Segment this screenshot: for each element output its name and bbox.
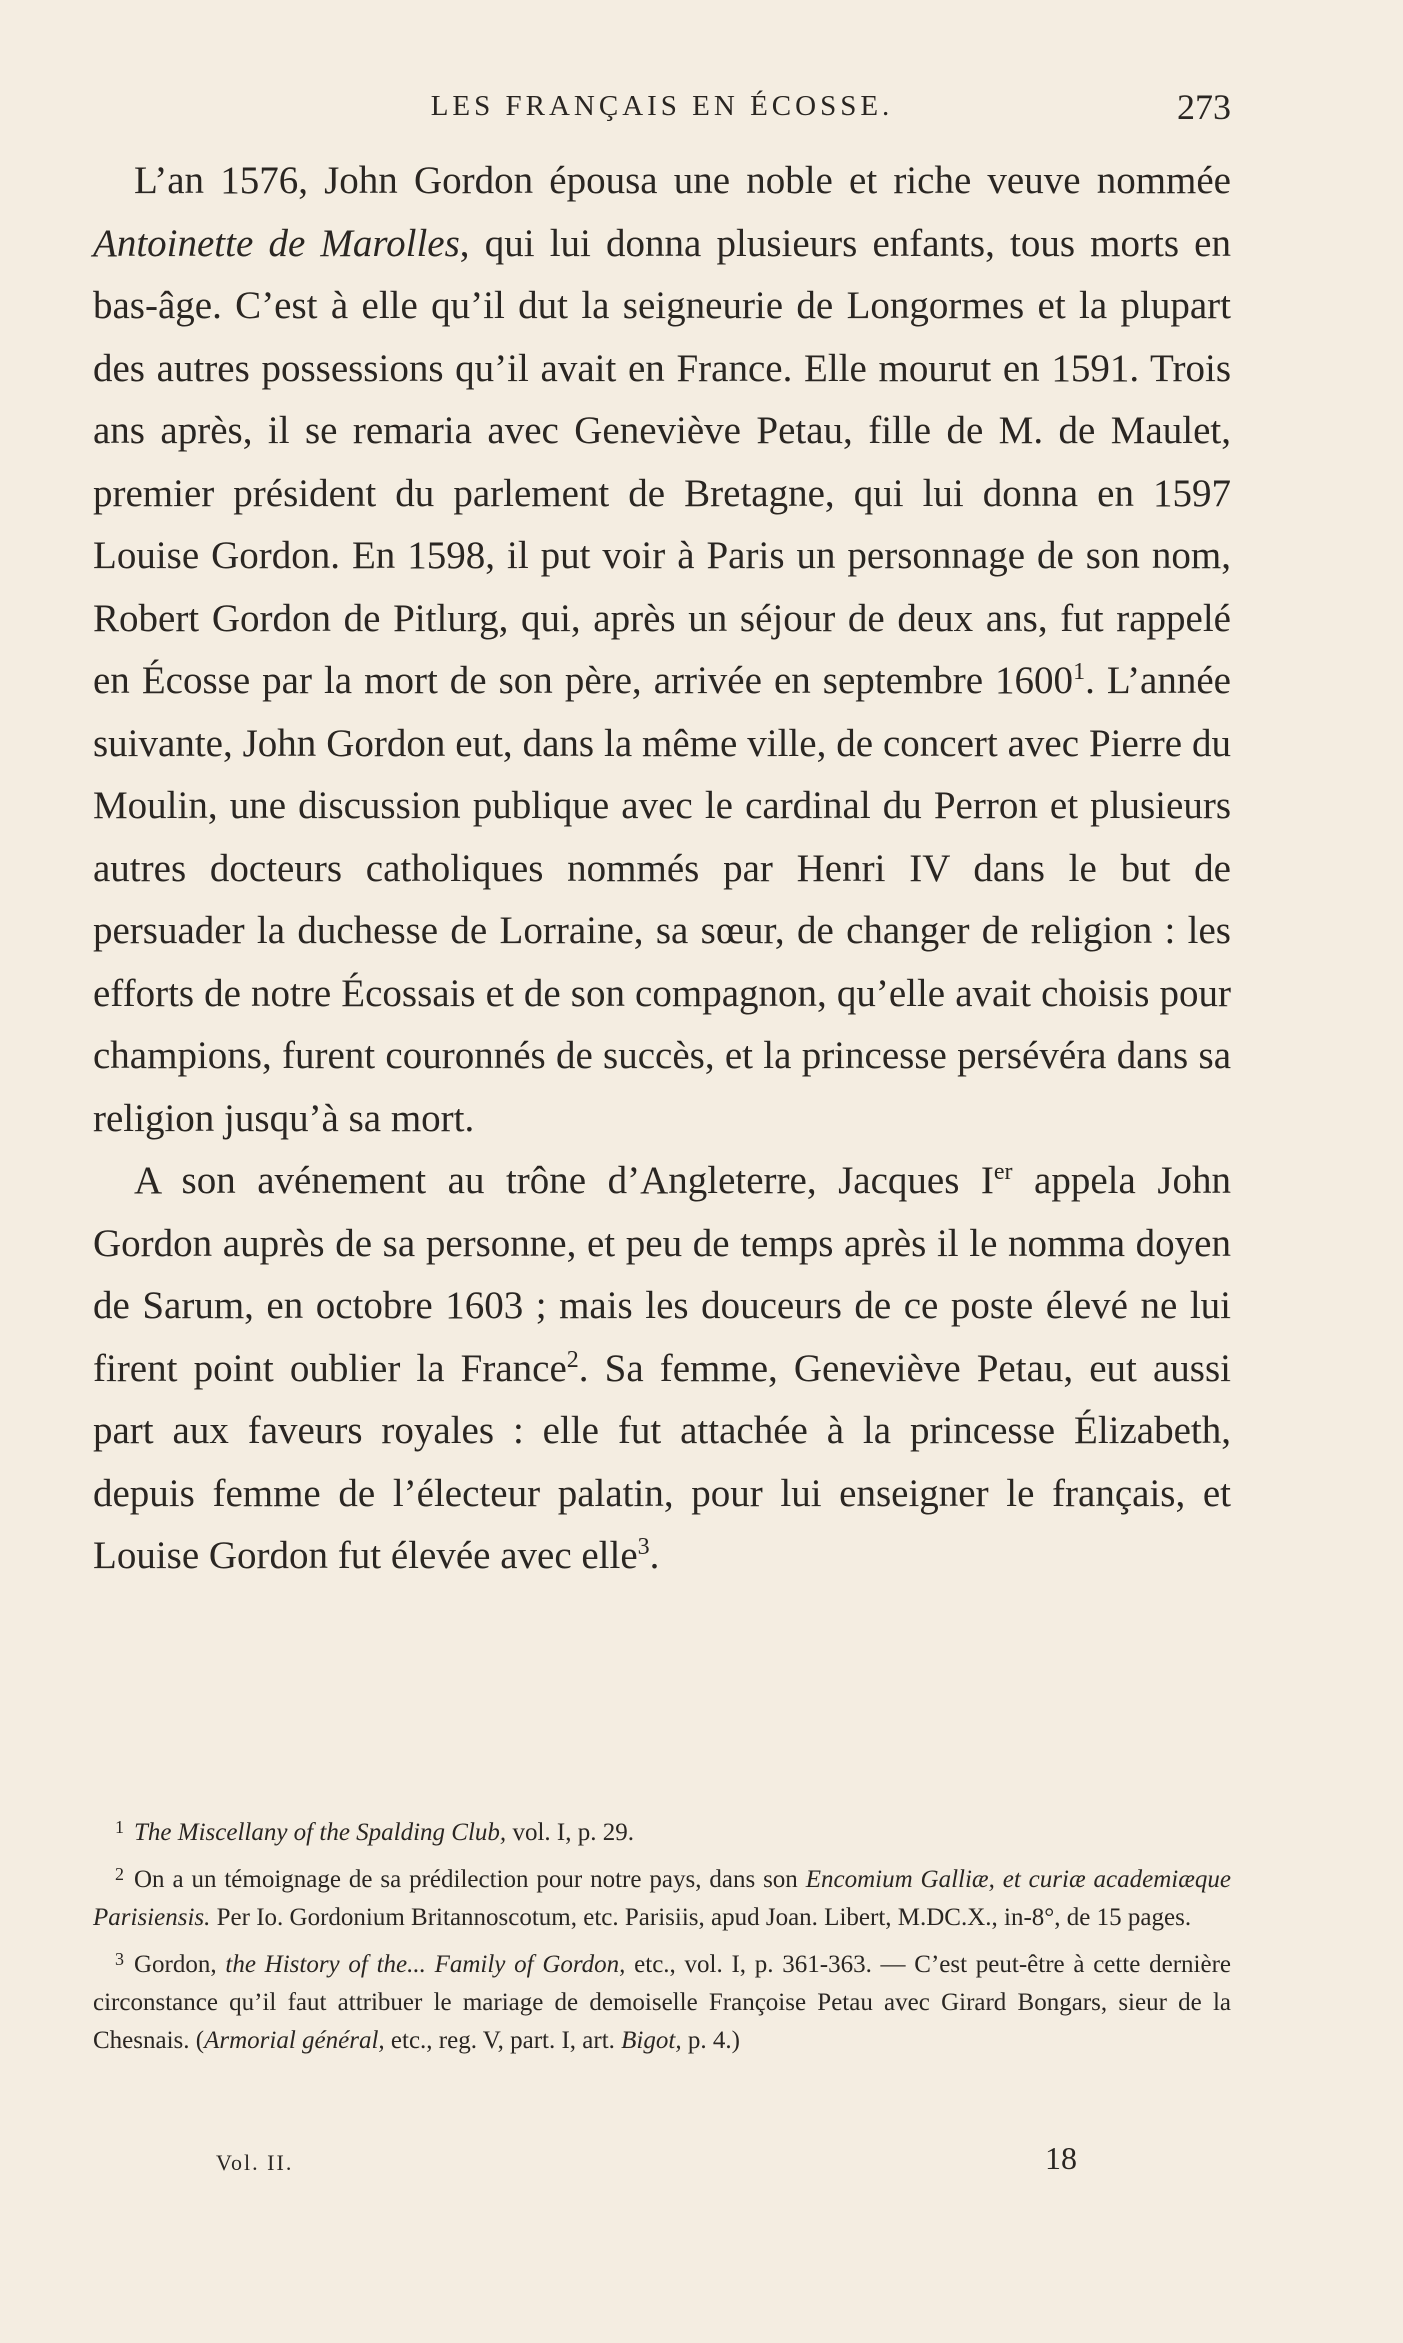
text-run: . Sa femme, Geneviève Petau, eut aussi part aux faveurs royales : elle fut attachée à la princesse Élizabeth, depuis femme de l’électeur palatin, pour lui enseigner le français, et Louise Gordon fut élevée avec elle [93,1346,1231,1577]
footnote-mark: 1 [115,1817,124,1837]
text-run: . [649,1534,660,1577]
footnote-mark: 3 [115,1949,124,1969]
text-run: etc., vol. I, p. 361-363. — C’est peut-être à cette dernière circonstance qu’il faut attribuer le mariage de demoiselle Françoise Petau avec Girard Bongars, sieur de la Chesnais. ( [93,1951,1231,2054]
text-run: Gordon, [134,1951,226,1978]
note-reference: 3 [637,1534,650,1560]
text-run: Per Io. Gordonium Britannoscotum, etc. Parisiis, apud Joan. Libert, M.DC.X., in-8°, de 15 pages. [210,1904,1192,1931]
text-run: p. 4.) [681,2027,740,2054]
footnote [93,1940,1231,2060]
page-number: 273 [1177,87,1231,127]
text-run: vol. I, p. 29. [506,1819,634,1846]
paragraph [93,150,1231,1150]
italic-text: The Miscellany of the Spalding Club, [134,1819,507,1846]
sheet-number: 18 [1045,2140,1077,2176]
text-run: On a un témoignage de sa prédilection pour notre pays, dans son [134,1866,806,1893]
footnote [93,1808,1231,1852]
running-title: LES FRANÇAIS EN ÉCOSSE. [430,90,894,122]
text-run: appela John Gordon auprès de sa personne, et peu de temps après il le nomma doyen de Sarum, en octobre 1603 ; mais les douceurs de ce poste élevé ne lui firent point oublier la France [93,1159,1231,1390]
footnote-mark: 2 [115,1864,124,1884]
footnote [93,1855,1231,1937]
italic-text: Armorial général, [204,2027,385,2054]
note-reference: 2 [566,1346,579,1373]
text-run: etc., reg. V, part. I, art. [384,2027,622,2054]
text-run: A son avénement au trône d’Angleterre, Jacques I [134,1159,994,1202]
text-run: , qui lui donna plusieurs enfants, tous morts en bas-âge. C’est à elle qu’il dut la seigneurie de Longormes et la plupart des autres possessions qu’il avait en France. Elle mourut en 1591. Trois ans après, il se remaria avec Geneviève Petau, fille de M. de Maulet, premier président du parlement de Bretagne, qui lui donna en 1597 Louise Gordon. En 1598, il put voir à Paris un personnage de son nom, Robert Gordon de Pitlurg, qui, après un séjour de deux ans, fut rappelé en Écosse par la mort de son père, arrivée en septembre 1600 [93,221,1231,702]
note-reference: er [993,1159,1013,1185]
note-reference: 1 [1073,659,1086,685]
paragraph [93,1150,1231,1588]
text-run: L’an 1576, John Gordon épousa une noble et riche veuve nommée [134,159,1231,202]
signature-mark: Vol. II. [216,2150,294,2175]
italic-text: Bigot, [621,2027,682,2054]
italic-text: Encomium Galliæ, et curiæ academiæque Parisiensis. [93,1866,1231,1931]
text-run: . L’année suivante, John Gordon eut, dans la même ville, de concert avec Pierre du Moulin, une discussion publique avec le cardinal du Perron et plusieurs autres docteurs catholiques nommés par Henri IV dans le but de persuader la duchesse de Lorraine, sa sœur, de changer de religion : les efforts de notre Écossais et de son compagnon, qu’elle avait choisis pour champions, furent couronnés de succès, et la princesse persévéra dans sa religion jusqu’à sa mort. [93,659,1231,1140]
page-header [93,87,1231,130]
footnotes [93,1808,1231,2060]
body-text [93,150,1231,1588]
italic-text: Antoinette de Marolles [93,221,460,265]
italic-text: the History of the... Family of Gordon, [225,1951,626,1978]
